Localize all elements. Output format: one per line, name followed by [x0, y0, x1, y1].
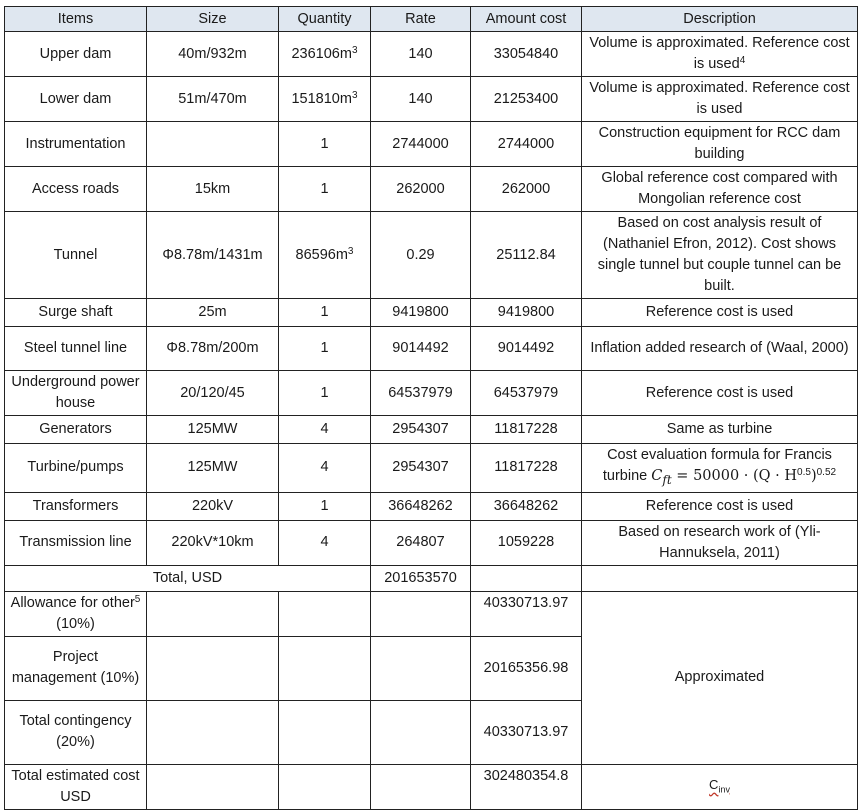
- amount-cell: 1059228: [471, 520, 582, 565]
- table-row: [5, 32, 858, 77]
- description-cell-symbol: [582, 764, 858, 809]
- amount-cell: 21253400: [471, 77, 582, 122]
- quantity-cell: [279, 636, 371, 700]
- header-rate: Rate: [371, 7, 471, 32]
- description-cell: [582, 565, 858, 591]
- size-cell: 20/120/45: [147, 371, 279, 416]
- item-cell: Access roads: [5, 167, 147, 212]
- amount-cell: 64537979: [471, 371, 582, 416]
- header-items: Items: [5, 7, 147, 32]
- description-cell: Inflation added research of (Waal, 2000): [582, 327, 858, 371]
- quantity-cell: [279, 700, 371, 764]
- rate-cell: 64537979: [371, 371, 471, 416]
- quantity-cell: 1: [279, 327, 371, 371]
- table-row: [5, 327, 858, 371]
- table-row: [5, 212, 858, 299]
- rate-cell: 0.29: [371, 212, 471, 299]
- table-row: [5, 520, 858, 565]
- item-cell: Lower dam: [5, 77, 147, 122]
- item-cell: Project management (10%): [5, 636, 147, 700]
- rate-cell: [371, 591, 471, 636]
- size-cell: [147, 122, 279, 167]
- quantity-cell: 1: [279, 299, 371, 327]
- size-cell: Φ8.78m/1431m: [147, 212, 279, 299]
- header-row: [5, 7, 858, 32]
- amount-cell: 302480354.8: [471, 764, 582, 809]
- rate-cell: [371, 700, 471, 764]
- size-cell: 25m: [147, 299, 279, 327]
- item-cell: Surge shaft: [5, 299, 147, 327]
- quantity-cell: $86596m^3$: [279, 212, 371, 299]
- description-cell: Volume is approximated. Reference cost is used$^4$: [582, 32, 858, 77]
- item-cell: Transformers: [5, 492, 147, 520]
- description-cell: Same as turbine: [582, 416, 858, 444]
- rate-cell: 9014492: [371, 327, 471, 371]
- description-cell: Based on cost analysis result of (Nathaniel Efron, 2012). Cost shows single tunnel but couple tunnel can be built.: [582, 212, 858, 299]
- rate-cell: 140: [371, 32, 471, 77]
- description-cell: Reference cost is used: [582, 492, 858, 520]
- description-cell-approximated: Approximated: [582, 591, 858, 764]
- header-quantity: Quantity: [279, 7, 371, 32]
- rate-cell: 2954307: [371, 444, 471, 493]
- amount-cell: [471, 565, 582, 591]
- description-cell: Reference cost is used: [582, 371, 858, 416]
- header-size: Size: [147, 7, 279, 32]
- size-cell: [147, 591, 279, 636]
- cost-table: [4, 6, 858, 810]
- item-cell: Turbine/pumps: [5, 444, 147, 493]
- size-cell: 220kV*10km: [147, 520, 279, 565]
- size-cell: 220kV: [147, 492, 279, 520]
- rate-cell: 36648262: [371, 492, 471, 520]
- table-row: [5, 416, 858, 444]
- description-cell: Reference cost is used: [582, 299, 858, 327]
- quantity-cell: 1: [279, 167, 371, 212]
- amount-cell: 262000: [471, 167, 582, 212]
- size-cell: 51m/470m: [147, 77, 279, 122]
- rate-cell: [371, 636, 471, 700]
- table-row: [5, 167, 858, 212]
- item-cell: Steel tunnel line: [5, 327, 147, 371]
- item-cell: Upper dam: [5, 32, 147, 77]
- quantity-cell: 4: [279, 416, 371, 444]
- size-cell: Φ8.78m/200m: [147, 327, 279, 371]
- quantity-cell: [279, 764, 371, 809]
- amount-cell: 9014492: [471, 327, 582, 371]
- rate-cell: 264807: [371, 520, 471, 565]
- item-cell: Instrumentation: [5, 122, 147, 167]
- rate-cell: 2744000: [371, 122, 471, 167]
- item-cell: Generators: [5, 416, 147, 444]
- grand-total-row: [5, 764, 858, 809]
- table-row: [5, 77, 858, 122]
- item-cell: Total contingency (20%): [5, 700, 147, 764]
- table-row: [5, 591, 858, 636]
- quantity-cell: 4: [279, 444, 371, 493]
- size-cell: [147, 636, 279, 700]
- table-row: [5, 122, 858, 167]
- amount-cell: 11817228: [471, 416, 582, 444]
- rate-cell: 140: [371, 77, 471, 122]
- header-amount-cost: Amount cost: [471, 7, 582, 32]
- amount-cell: 36648262: [471, 492, 582, 520]
- description-cell: Construction equipment for RCC dam building: [582, 122, 858, 167]
- table-row: [5, 492, 858, 520]
- amount-cell: 40330713.97: [471, 700, 582, 764]
- rate-cell: 2954307: [371, 416, 471, 444]
- description-cell: Volume is approximated. Reference cost is used: [582, 77, 858, 122]
- cinv-symbol: $C_{inv}$: [709, 776, 730, 795]
- size-cell: 40m/932m: [147, 32, 279, 77]
- quantity-cell: 4: [279, 520, 371, 565]
- amount-cell: 11817228: [471, 444, 582, 493]
- amount-cell: 20165356.98: [471, 636, 582, 700]
- amount-cell: 9419800: [471, 299, 582, 327]
- table-row: [5, 299, 858, 327]
- size-cell: [147, 700, 279, 764]
- size-cell: 125MW: [147, 416, 279, 444]
- item-cell: Tunnel: [5, 212, 147, 299]
- amount-cell: 33054840: [471, 32, 582, 77]
- size-cell: 15km: [147, 167, 279, 212]
- rate-cell: 9419800: [371, 299, 471, 327]
- description-cell: Global reference cost compared with Mongolian reference cost: [582, 167, 858, 212]
- amount-cell: 25112.84: [471, 212, 582, 299]
- size-cell: 125MW: [147, 444, 279, 493]
- amount-cell: 2744000: [471, 122, 582, 167]
- quantity-cell: 1: [279, 371, 371, 416]
- quantity-cell: $236106m^3$: [279, 32, 371, 77]
- total-row: [5, 565, 858, 591]
- description-cell: Cost evaluation formula for Francis turbine $C_{ft} = 50000 \cdot (Q \cdot H^{0.5})^{0.52}$: [582, 444, 858, 493]
- rate-cell: [371, 764, 471, 809]
- table-row: [5, 371, 858, 416]
- size-cell: [147, 764, 279, 809]
- quantity-cell: 1: [279, 122, 371, 167]
- item-cell: Transmission line: [5, 520, 147, 565]
- header-description: Description: [582, 7, 858, 32]
- description-cell: Based on research work of (Yli-Hannuksela, 2011): [582, 520, 858, 565]
- amount-cell: 40330713.97: [471, 591, 582, 636]
- quantity-cell: $151810m^3$: [279, 77, 371, 122]
- item-cell: Allowance for other$^5$ (10%): [5, 591, 147, 636]
- quantity-cell: 1: [279, 492, 371, 520]
- item-cell: Total estimated cost USD: [5, 764, 147, 809]
- total-value: 201653570: [371, 565, 471, 591]
- quantity-cell: [279, 591, 371, 636]
- rate-cell: 262000: [371, 167, 471, 212]
- total-label: Total, USD: [5, 565, 371, 591]
- table-row: [5, 444, 858, 493]
- item-cell: Underground power house: [5, 371, 147, 416]
